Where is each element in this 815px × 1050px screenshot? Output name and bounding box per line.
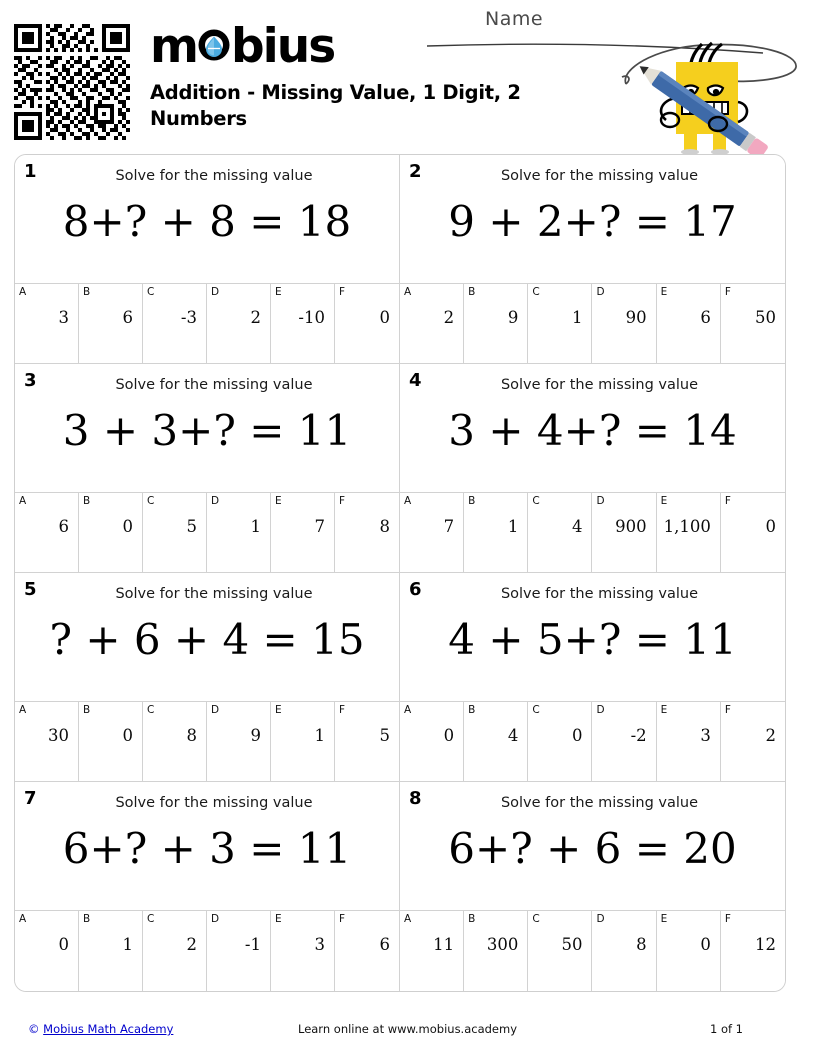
- answer-option-b[interactable]: [79, 911, 143, 991]
- problem-equation: 6+? + 3 = 11: [62, 824, 352, 873]
- option-letter: E: [660, 495, 668, 507]
- answer-option-d[interactable]: [207, 284, 271, 363]
- answer-option-a[interactable]: [400, 911, 464, 991]
- option-letter: D: [596, 704, 605, 716]
- option-value: 2: [186, 935, 197, 954]
- answer-option-c[interactable]: [143, 911, 207, 991]
- answer-option-b[interactable]: [79, 702, 143, 781]
- option-letter: B: [83, 286, 91, 298]
- problem-equation: 4 + 5+? = 11: [448, 615, 737, 664]
- problem-statement: [15, 155, 399, 283]
- problem-card: [15, 155, 400, 364]
- option-value: 6: [58, 517, 69, 536]
- option-value: 1: [314, 726, 325, 745]
- option-letter: C: [147, 495, 155, 507]
- option-value: -1: [244, 935, 261, 954]
- answer-option-e[interactable]: [271, 493, 335, 572]
- option-value: -10: [298, 308, 325, 327]
- option-letter: E: [275, 704, 282, 716]
- problem-equation: 3 + 3+? = 11: [62, 406, 352, 455]
- option-value: 1: [250, 517, 261, 536]
- option-value: 0: [379, 308, 390, 327]
- problem-prompt: Solve for the missing value: [500, 377, 699, 393]
- option-value: 3: [700, 726, 711, 745]
- answer-option-e[interactable]: [657, 493, 721, 572]
- option-value: 900: [615, 517, 647, 536]
- answer-option-d[interactable]: [207, 911, 271, 991]
- problem-card: [400, 155, 785, 364]
- option-letter: F: [339, 495, 346, 507]
- option-letter: F: [339, 704, 346, 716]
- qr-code[interactable]: [13, 24, 131, 140]
- option-value: 3: [314, 935, 325, 954]
- answer-option-f[interactable]: [335, 911, 399, 991]
- answer-option-a[interactable]: [15, 911, 79, 991]
- option-letter: B: [83, 704, 91, 716]
- problem-prompt: Solve for the missing value: [115, 377, 313, 393]
- answer-option-f[interactable]: [721, 702, 785, 781]
- problem-prompt: Solve for the missing value: [500, 168, 699, 184]
- answer-option-c[interactable]: [143, 493, 207, 572]
- answer-option-f[interactable]: [335, 284, 399, 363]
- option-value: 8: [379, 517, 390, 536]
- option-letter: F: [724, 913, 731, 925]
- answer-options: [400, 283, 785, 363]
- option-letter: D: [596, 495, 605, 507]
- option-value: -2: [630, 726, 647, 745]
- answer-option-e[interactable]: [657, 911, 721, 991]
- option-letter: A: [404, 913, 412, 925]
- option-letter: C: [532, 913, 540, 925]
- option-letter: E: [660, 704, 668, 716]
- answer-option-b[interactable]: [79, 284, 143, 363]
- problem-prompt: Solve for the missing value: [115, 586, 313, 602]
- problem-statement: [400, 573, 785, 701]
- option-letter: B: [468, 704, 476, 716]
- answer-option-c[interactable]: [143, 284, 207, 363]
- answer-option-f[interactable]: [335, 493, 399, 572]
- worksheet-footer: [0, 1022, 815, 1044]
- problem-statement: [15, 782, 399, 910]
- problem-equation: 3 + 4+? = 14: [448, 406, 737, 455]
- problem-prompt: Solve for the missing value: [500, 795, 699, 811]
- answer-option-a[interactable]: [400, 702, 464, 781]
- option-letter: F: [724, 286, 731, 298]
- option-letter: A: [404, 495, 412, 507]
- option-letter: D: [211, 913, 220, 925]
- option-letter: A: [19, 286, 27, 298]
- problem-equation: 8+? + 8 = 18: [62, 197, 352, 246]
- answer-option-a[interactable]: [15, 493, 79, 572]
- option-value: 7: [314, 517, 325, 536]
- mobius-logo: [150, 19, 420, 74]
- option-value: 6: [122, 308, 133, 327]
- option-value: 6: [700, 308, 711, 327]
- problem-prompt: Solve for the missing value: [115, 795, 313, 811]
- option-letter: C: [532, 495, 540, 507]
- problem-prompt: Solve for the missing value: [115, 168, 313, 184]
- option-letter: C: [147, 704, 155, 716]
- problem-number: 2: [409, 161, 422, 182]
- answer-option-a[interactable]: [15, 702, 79, 781]
- option-letter: A: [404, 286, 412, 298]
- option-letter: C: [147, 913, 155, 925]
- brand-block: [150, 19, 521, 132]
- mobius-droplet-o-icon: [197, 28, 231, 62]
- option-value: 50: [561, 935, 583, 954]
- answer-option-f[interactable]: [721, 493, 785, 572]
- problem-number: 6: [409, 579, 422, 600]
- answer-options: [15, 492, 399, 572]
- option-letter: E: [275, 286, 282, 298]
- option-letter: A: [19, 913, 27, 925]
- option-value: 1: [122, 935, 133, 954]
- answer-option-e[interactable]: [271, 284, 335, 363]
- learn-online-text: Learn online at www.mobius.academy: [297, 1022, 518, 1036]
- answer-option-d[interactable]: [592, 284, 656, 363]
- answer-option-d[interactable]: [592, 702, 656, 781]
- answer-options: [15, 910, 399, 991]
- option-value: 2: [765, 726, 776, 745]
- option-value: 2: [250, 308, 261, 327]
- answer-option-e[interactable]: [271, 911, 335, 991]
- answer-option-e[interactable]: [657, 702, 721, 781]
- option-value: 0: [571, 726, 583, 745]
- option-letter: D: [596, 286, 605, 298]
- option-value: 0: [122, 726, 133, 745]
- option-letter: D: [211, 286, 220, 298]
- answer-option-d[interactable]: [207, 702, 271, 781]
- problem-statement: [15, 573, 399, 701]
- answer-options: [400, 492, 785, 572]
- option-letter: B: [83, 913, 91, 925]
- logo-text-after: bius: [230, 19, 335, 74]
- option-letter: B: [468, 286, 476, 298]
- option-value: 90: [625, 308, 647, 327]
- answer-options: [400, 701, 785, 781]
- problem-number: 1: [24, 161, 37, 182]
- option-value: 11: [433, 935, 455, 954]
- problems-grid: [14, 154, 786, 992]
- option-letter: B: [83, 495, 91, 507]
- option-value: 12: [754, 935, 776, 954]
- answer-option-f[interactable]: [335, 702, 399, 781]
- answer-option-c[interactable]: [528, 702, 592, 781]
- option-letter: F: [339, 913, 346, 925]
- option-value: 0: [58, 935, 69, 954]
- problem-number: 8: [409, 788, 422, 809]
- option-value: 5: [379, 726, 390, 745]
- option-letter: F: [339, 286, 346, 298]
- problem-equation: 9 + 2+? = 17: [448, 197, 737, 246]
- option-letter: D: [211, 704, 220, 716]
- answer-option-b[interactable]: [464, 702, 528, 781]
- copyright-symbol: ©: [28, 1022, 40, 1036]
- option-letter: E: [275, 495, 282, 507]
- option-value: 8: [186, 726, 197, 745]
- answer-option-e[interactable]: [657, 284, 721, 363]
- answer-option-c[interactable]: [528, 911, 592, 991]
- option-letter: C: [147, 286, 155, 298]
- option-letter: C: [532, 286, 540, 298]
- answer-option-c[interactable]: [143, 702, 207, 781]
- option-value: 300: [486, 935, 519, 954]
- problem-number: 5: [24, 579, 37, 600]
- option-letter: F: [724, 704, 731, 716]
- problem-number: 3: [24, 370, 37, 391]
- option-letter: D: [211, 495, 220, 507]
- name-field-area[interactable]: [425, 8, 765, 30]
- answer-option-c[interactable]: [528, 284, 592, 363]
- option-value: 1,100: [663, 517, 711, 536]
- option-value: 1: [507, 517, 519, 536]
- option-letter: A: [19, 704, 27, 716]
- option-letter: E: [275, 913, 282, 925]
- answer-option-b[interactable]: [79, 493, 143, 572]
- problem-card: [400, 573, 785, 782]
- option-letter: E: [660, 286, 668, 298]
- option-value: 50: [754, 308, 776, 327]
- answer-option-d[interactable]: [592, 493, 656, 572]
- page-indicator: 1 of 1: [709, 1022, 743, 1036]
- problem-card: [15, 364, 400, 573]
- option-letter: E: [660, 913, 668, 925]
- option-letter: A: [19, 495, 27, 507]
- option-value: 9: [507, 308, 519, 327]
- option-letter: A: [404, 704, 412, 716]
- problem-statement: [400, 782, 785, 910]
- logo-text-before: m: [150, 19, 197, 74]
- option-value: 9: [250, 726, 261, 745]
- name-label: Name: [485, 8, 544, 30]
- answer-option-b[interactable]: [464, 284, 528, 363]
- option-value: 2: [443, 308, 455, 327]
- problem-statement: [400, 364, 785, 492]
- problem-card: [15, 782, 400, 991]
- option-value: 5: [186, 517, 197, 536]
- page-title: Addition - Missing Value, 1 Digit, 2 Numbers: [150, 81, 521, 130]
- option-value: 0: [443, 726, 455, 745]
- answer-option-d[interactable]: [207, 493, 271, 572]
- answer-options: [15, 283, 399, 363]
- option-value: -3: [180, 308, 197, 327]
- problem-equation: 6+? + 6 = 20: [448, 824, 737, 873]
- option-letter: C: [532, 704, 540, 716]
- problem-statement: [400, 155, 785, 283]
- problem-card: [15, 573, 400, 782]
- option-value: 6: [379, 935, 390, 954]
- option-value: 4: [571, 517, 583, 536]
- mobius-math-academy-link[interactable]: Mobius Math Academy: [43, 1022, 174, 1036]
- answer-options: [15, 701, 399, 781]
- option-value: 7: [443, 517, 455, 536]
- problem-card: [400, 782, 785, 991]
- answer-option-b[interactable]: [464, 493, 528, 572]
- answer-option-e[interactable]: [271, 702, 335, 781]
- answer-option-f[interactable]: [721, 911, 785, 991]
- answer-option-b[interactable]: [464, 911, 528, 991]
- problem-prompt: Solve for the missing value: [500, 586, 699, 602]
- worksheet-header: [0, 0, 815, 150]
- option-value: 1: [571, 308, 583, 327]
- problem-card: [400, 364, 785, 573]
- option-letter: B: [468, 913, 476, 925]
- problem-number: 4: [409, 370, 422, 391]
- option-letter: F: [724, 495, 731, 507]
- answer-option-a[interactable]: [400, 493, 464, 572]
- answer-option-f[interactable]: [721, 284, 785, 363]
- option-letter: D: [596, 913, 605, 925]
- option-value: 0: [122, 517, 133, 536]
- option-value: 0: [765, 517, 776, 536]
- option-value: 0: [700, 935, 711, 954]
- option-value: 30: [48, 726, 69, 745]
- answer-option-a[interactable]: [15, 284, 79, 363]
- problem-number: 7: [24, 788, 37, 809]
- problem-equation: ? + 6 + 4 = 15: [49, 615, 365, 664]
- answer-option-d[interactable]: [592, 911, 656, 991]
- answer-option-c[interactable]: [528, 493, 592, 572]
- option-letter: B: [468, 495, 476, 507]
- mascot-character-with-pencil: [598, 32, 808, 154]
- option-value: 8: [636, 935, 647, 954]
- option-value: 4: [507, 726, 519, 745]
- answer-options: [400, 910, 785, 991]
- answer-option-a[interactable]: [400, 284, 464, 363]
- problem-statement: [15, 364, 399, 492]
- option-value: 3: [58, 308, 69, 327]
